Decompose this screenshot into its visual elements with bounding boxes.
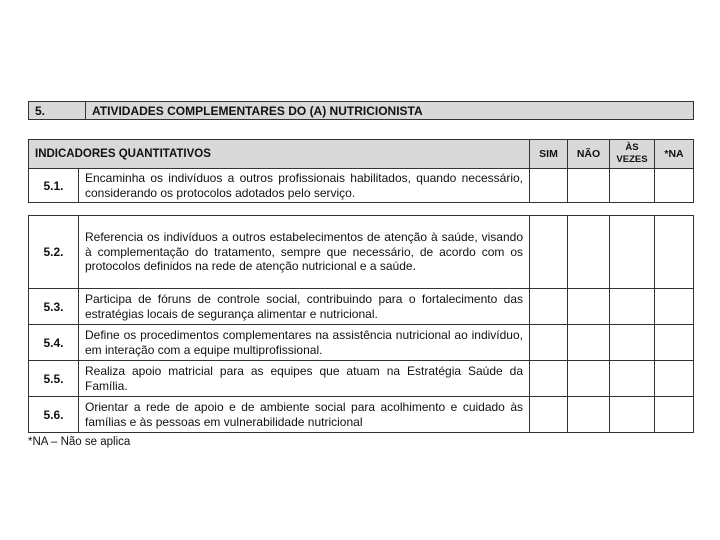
- answer-cell-nao[interactable]: [568, 289, 610, 325]
- header-option-na: *NA: [655, 140, 694, 169]
- answer-cell-as-vezes[interactable]: [610, 289, 655, 325]
- table-row: [29, 325, 694, 361]
- item-text: Participa de fóruns de controle social, contribuindo para o fortalecimento das estratégias locais de segurança alimentar e nutricional.: [79, 289, 530, 325]
- item-text: Referencia os indivíduos a outros estabelecimentos de atenção à saúde, visando à complementação do tratamento, sempre que necessário, de acordo com os protocolos definidos na rede de atenção nutricional e a saúde.: [79, 216, 530, 289]
- section-header: [28, 101, 694, 120]
- section-number: 5.: [29, 102, 86, 120]
- answer-cell-as-vezes[interactable]: [610, 216, 655, 289]
- header-option-nao: NÃO: [568, 140, 610, 169]
- answer-cell-nao[interactable]: [568, 361, 610, 397]
- item-number: 5.3.: [29, 289, 79, 325]
- indicators-table-bottom: [28, 215, 694, 433]
- indicators-table-top: [28, 139, 694, 203]
- answer-cell-sim[interactable]: [530, 325, 568, 361]
- item-number: 5.5.: [29, 361, 79, 397]
- answer-cell-na[interactable]: [655, 289, 694, 325]
- answer-cell-as-vezes[interactable]: [610, 325, 655, 361]
- item-number: 5.4.: [29, 325, 79, 361]
- table-row: [29, 397, 694, 433]
- table-row: [29, 361, 694, 397]
- item-number: 5.1.: [29, 169, 79, 203]
- item-number: 5.6.: [29, 397, 79, 433]
- answer-cell-na[interactable]: [655, 361, 694, 397]
- item-text: Define os procedimentos complementares na assistência nutricional ao indivíduo, em interação com a equipe multiprofissional.: [79, 325, 530, 361]
- answer-cell-nao[interactable]: [568, 397, 610, 433]
- answer-cell-na[interactable]: [655, 216, 694, 289]
- answer-cell-as-vezes[interactable]: [610, 169, 655, 203]
- answer-cell-as-vezes[interactable]: [610, 361, 655, 397]
- section-title: ATIVIDADES COMPLEMENTARES DO (A) NUTRICIONISTA: [86, 102, 694, 120]
- header-option-as-vezes: ÀS VEZES: [610, 140, 655, 169]
- answer-cell-sim[interactable]: [530, 361, 568, 397]
- item-number: 5.2.: [29, 216, 79, 289]
- answer-cell-na[interactable]: [655, 169, 694, 203]
- footnote: *NA – Não se aplica: [28, 436, 131, 448]
- answer-cell-sim[interactable]: [530, 289, 568, 325]
- answer-cell-nao[interactable]: [568, 216, 610, 289]
- table-header-row: [29, 140, 694, 169]
- answer-cell-na[interactable]: [655, 325, 694, 361]
- answer-cell-nao[interactable]: [568, 325, 610, 361]
- table-row: [29, 169, 694, 203]
- answer-cell-na[interactable]: [655, 397, 694, 433]
- item-text: Realiza apoio matricial para as equipes que atuam na Estratégia Saúde da Família.: [79, 361, 530, 397]
- table-header-label: INDICADORES QUANTITATIVOS: [29, 140, 530, 169]
- item-text: Encaminha os indivíduos a outros profissionais habilitados, quando necessário, considerando os protocolos adotados pelo serviço.: [79, 169, 530, 203]
- table-row: [29, 216, 694, 289]
- answer-cell-nao[interactable]: [568, 169, 610, 203]
- header-option-sim: SIM: [530, 140, 568, 169]
- item-text: Orientar a rede de apoio e de ambiente social para acolhimento e cuidado às famílias e às pessoas em vulnerabilidade nutricional: [79, 397, 530, 433]
- answer-cell-sim[interactable]: [530, 216, 568, 289]
- answer-cell-sim[interactable]: [530, 169, 568, 203]
- answer-cell-as-vezes[interactable]: [610, 397, 655, 433]
- table-row: [29, 289, 694, 325]
- answer-cell-sim[interactable]: [530, 397, 568, 433]
